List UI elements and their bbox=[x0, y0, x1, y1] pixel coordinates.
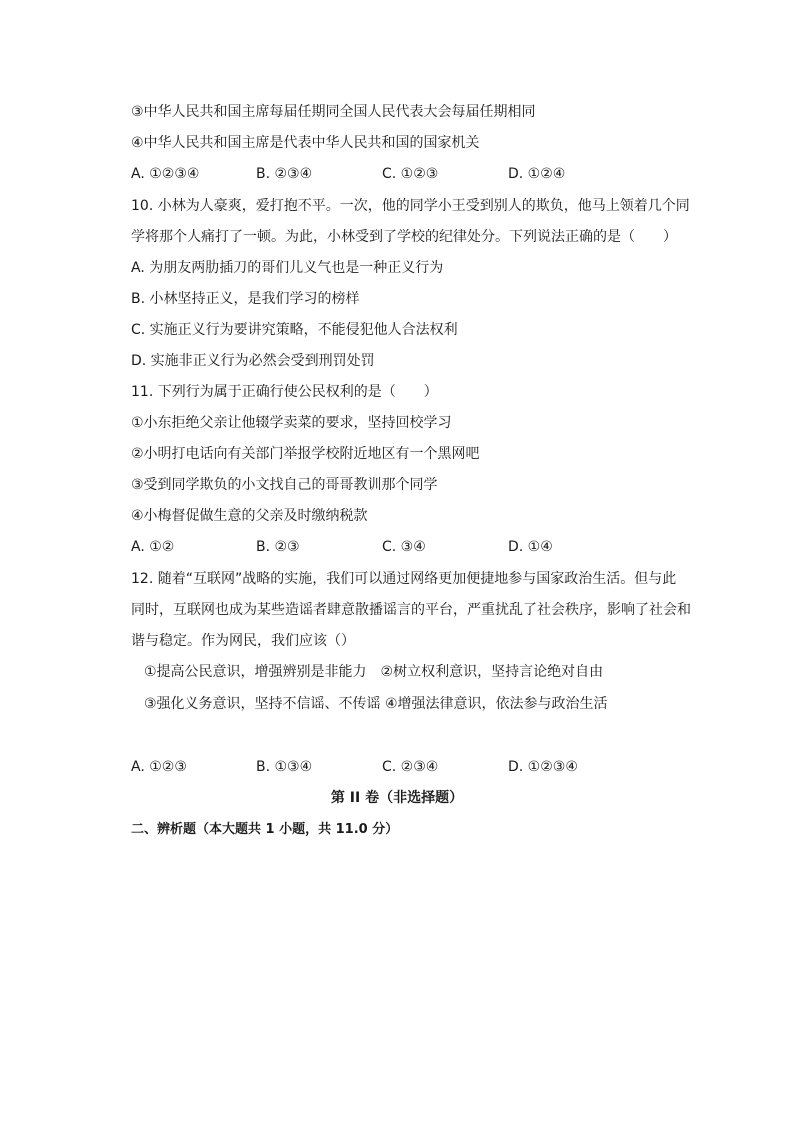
q10-stem-line-1: 10. 小林为人豪爽，爱打抱不平。一次，他的同学小王受到别人的欺负，他马上领着几个同 bbox=[131, 198, 690, 214]
q10-choice-c[interactable]: C. 实施正义行为要讲究策略，不能侵犯他人合法权利 bbox=[131, 322, 458, 338]
q10-choice-a[interactable]: A. 为朋友两肋插刀的哥们儿义气也是一种正义行为 bbox=[131, 260, 444, 276]
q11-item-3: ③受到同学欺负的小文找自己的哥哥教训那个同学 bbox=[131, 477, 438, 493]
q11-options bbox=[131, 537, 651, 557]
q12-items-line-2: ③强化义务意识，坚持不信谣、不传谣 ④增强法律意识，依法参与政治生活 bbox=[144, 696, 608, 712]
q11-item-4: ④小梅督促做生意的父亲及时缴纳税款 bbox=[131, 508, 368, 524]
q12-options bbox=[131, 757, 651, 777]
option-b[interactable]: B. ①③④ bbox=[256, 759, 313, 775]
option-d[interactable]: D. ①②④ bbox=[508, 166, 566, 182]
prev-question-options bbox=[131, 164, 651, 184]
option-c[interactable]: C. ③④ bbox=[382, 539, 426, 555]
q10-choice-d[interactable]: D. 实施非正义行为必然会受到刑罚处罚 bbox=[131, 353, 375, 369]
option-c[interactable]: C. ①②③ bbox=[382, 166, 439, 182]
q12-stem-line-3: 谐与稳定。作为网民，我们应该（） bbox=[131, 633, 355, 649]
prev-question-item-4: ④中华人民共和国主席是代表中华人民共和国的国家机关 bbox=[131, 135, 480, 151]
q10-choice-b[interactable]: B. 小林坚持正义，是我们学习的榜样 bbox=[131, 291, 360, 307]
option-a[interactable]: A. ①②③④ bbox=[131, 166, 200, 182]
q11-stem: 11. 下列行为属于正确行使公民权利的是（ ） bbox=[131, 384, 438, 400]
section-heading: 二、辨析题（本大题共 1 小题，共 11.0 分） bbox=[131, 822, 399, 837]
q12-stem-line-1: 12. 随着“互联网”战略的实施，我们可以通过网络更加便捷地参与国家政治生活。但与此 bbox=[131, 571, 677, 587]
option-b[interactable]: B. ②③④ bbox=[256, 166, 313, 182]
q11-item-1: ①小东拒绝父亲让他辍学卖菜的要求，坚持回校学习 bbox=[131, 415, 452, 431]
q12-items-line-1: ①提高公民意识，增强辨别是非能力 ②树立权利意识，坚持言论绝对自由 bbox=[144, 664, 604, 680]
q11-item-2: ②小明打电话向有关部门举报学校附近地区有一个黑网吧 bbox=[131, 446, 480, 462]
option-d[interactable]: D. ①②③④ bbox=[508, 759, 578, 775]
part-2-title: 第 II 卷（非选择题） bbox=[330, 790, 464, 806]
option-c[interactable]: C. ②③④ bbox=[382, 759, 439, 775]
option-d[interactable]: D. ①④ bbox=[508, 539, 553, 555]
q12-stem-line-2: 同时，互联网也成为某些造谣者肆意散播谣言的平台，严重扰乱了社会秩序，影响了社会和 bbox=[131, 602, 691, 618]
prev-question-item-3: ③中华人民共和国主席每届任期同全国人民代表大会每届任期相同 bbox=[131, 104, 536, 120]
option-a[interactable]: A. ①②③ bbox=[131, 759, 187, 775]
option-a[interactable]: A. ①② bbox=[131, 539, 175, 555]
q10-stem-line-2: 学将那个人痛打了一顿。为此，小林受到了学校的纪律处分。下列说法正确的是（ ） bbox=[131, 229, 677, 245]
option-b[interactable]: B. ②③ bbox=[256, 539, 300, 555]
